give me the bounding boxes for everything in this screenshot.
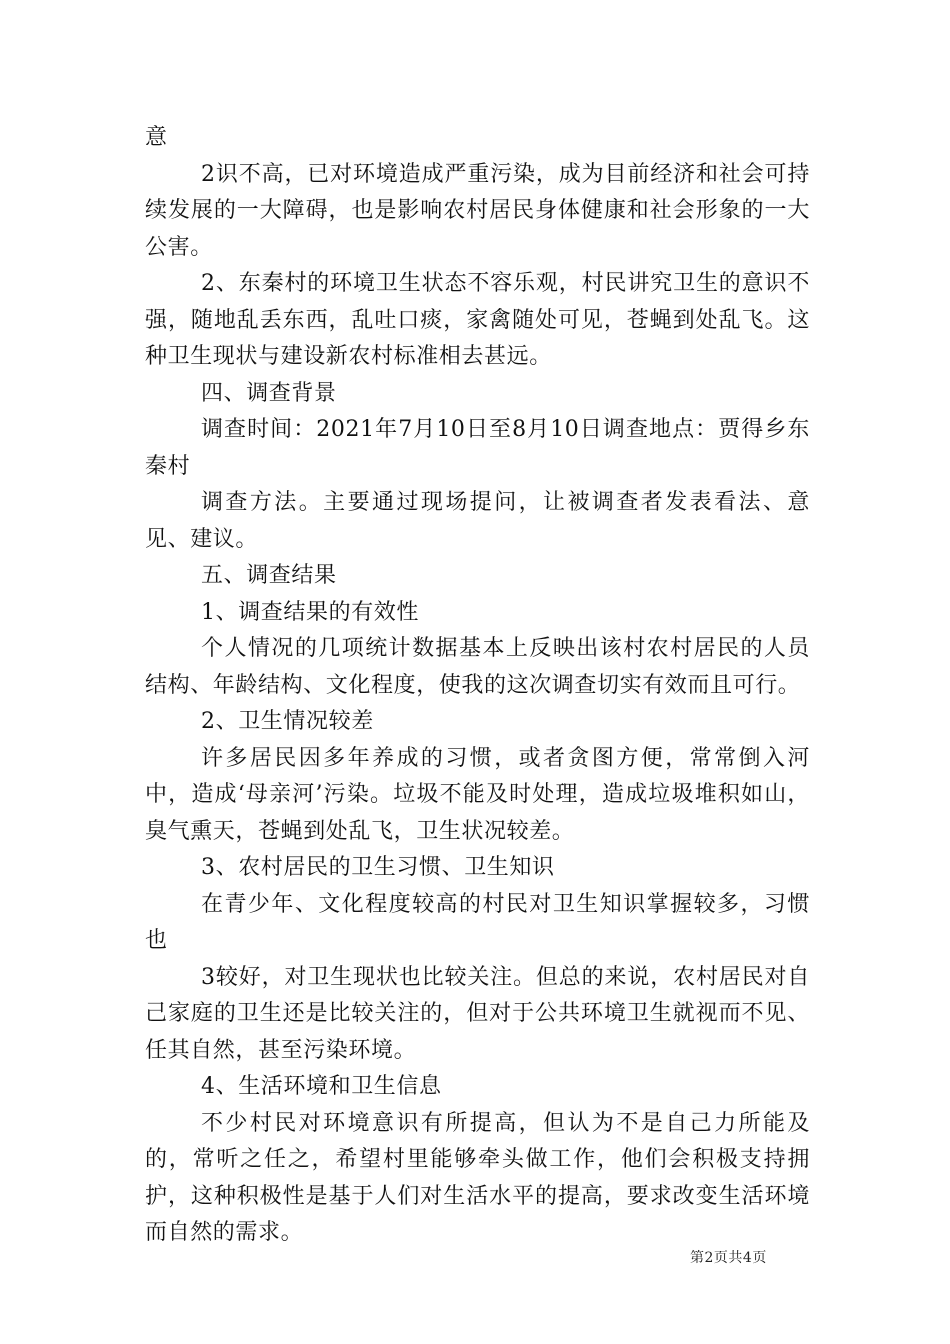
- paragraph-living-environment: 不少村民对环境意识有所提高，但认为不是自己力所能及的，常听之任之，希望村里能够牵头做工作，他们会积极支持拥护，这种积极性是基于人们对生活水平的提高，要求改变生活环境而自然的需求。: [145, 1110, 810, 1245]
- paragraph-1: 意: [145, 125, 168, 150]
- document-body: [145, 120, 810, 1252]
- paragraph-hygiene-habits-1: 在青少年、文化程度较高的村民对卫生知识掌握较多，习惯也: [145, 891, 810, 953]
- paragraph-2: 2识不高，已对环境造成严重污染，成为目前经济和社会可持续发展的一大障碍，也是影响农村居民身体健康和社会形象的一大公害。: [145, 161, 810, 260]
- paragraph-survey-method: 调查方法。主要通过现场提问，让被调查者发表看法、意见、建议。: [145, 490, 810, 552]
- subheading-living-environment: 4、生活环境和卫生信息: [201, 1074, 442, 1099]
- page-number: 第2页共4页: [690, 1250, 767, 1266]
- paragraph-validity: 个人情况的几项统计数据基本上反映出该村农村居民的人员结构、年龄结构、文化程度，使我的这次调查切实有效而且可行。: [145, 636, 810, 698]
- subheading-validity: 1、调查结果的有效性: [201, 599, 419, 625]
- section-heading-survey-results: 五、调查结果: [201, 563, 337, 588]
- paragraph-hygiene-habits-2: 3较好，对卫生现状也比较关注。但总的来说，农村居民对自己家庭的卫生还是比较关注的，但对于公共环境卫生就视而不见、任其自然，甚至污染环境。: [145, 964, 810, 1063]
- paragraph-hygiene-poor: 许多居民因多年养成的习惯，或者贪图方便，常常倒入河中，造成‘母亲河’污染。垃圾不能及时处理，造成垃圾堆积如山，臭气熏天，苍蝇到处乱飞，卫生状况较差。: [145, 745, 810, 844]
- subheading-hygiene-habits: 3、农村居民的卫生习惯、卫生知识: [201, 855, 555, 880]
- section-heading-survey-background: 四、调查背景: [201, 380, 337, 406]
- subheading-hygiene-poor: 2、卫生情况较差: [201, 709, 374, 734]
- paragraph-3: 2、东秦村的环境卫生状态不容乐观，村民讲究卫生的意识不强，随地乱丢东西，乱吐口痰，家禽随处可见，苍蝇到处乱飞。这种卫生现状与建设新农村标准相去甚远。: [145, 271, 810, 369]
- paragraph-survey-time-location: 调查时间：2021年7月10日至8月10日调查地点：贾得乡东秦村: [145, 417, 810, 479]
